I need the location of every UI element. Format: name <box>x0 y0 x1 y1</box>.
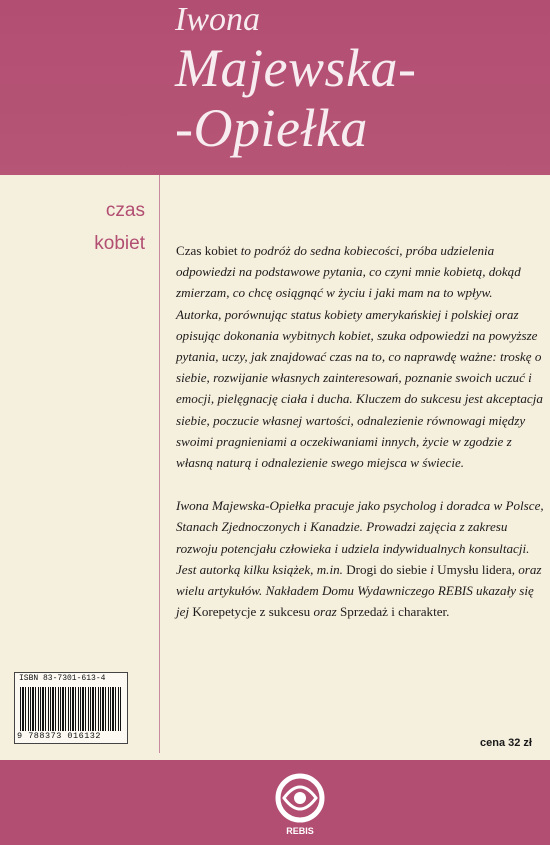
book-title-line1: czas <box>105 200 145 221</box>
description-paragraph <box>176 240 548 304</box>
author-name-line3: -Opiełka <box>175 98 368 158</box>
description <box>176 240 548 473</box>
blurb <box>176 240 548 622</box>
author-name-line1: Iwona <box>175 1 260 38</box>
book-title-line2: kobiet <box>94 233 145 254</box>
description-run: Autorka, porównując status kobiety amerykańskiej i polskiej oraz opisując dokonania wybitnych kobiet, szuka odpowiedzi na powyższe pytania, uczy, jak znajdować czas na to, co naprawdę ważne: troskę o siebie, rozwijanie własnych zainteresowań, poznanie swoich uczuć i emocji, pielęgnację ciała i ducha. Kluczem do sukcesu jest akceptacja siebie, poczucie własnej wartości, odnalezienie równowagi między swoimi pragnieniami a oczekiwaniami innych, życie w zgodzie z własną naturą i odnalezienie swego miejsca w świecie. <box>176 306 543 471</box>
bio-run: Korepetycje z sukcesu <box>192 604 314 620</box>
bio-run: Sprzedaż i charakter. <box>340 604 450 620</box>
bio-run: , oraz wielu artykułów. Nakładem Domu Wydawniczego REBIS ukazały się jej <box>176 561 542 620</box>
bio-run: Drogi do siebie <box>346 561 431 577</box>
bio-run: i <box>430 561 438 577</box>
bio-run: pracuje jako psycholog i doradca w Polsce, Stanach Zjednoczonych i Kanadzie. Prowadzi zajęcia z zakresu rozwoju potencjału człowieka i udziela indywidualnych konsultacji. Jest autorką kilku książek, m.in. <box>176 498 544 577</box>
description-run: to podróż do sedna kobiecości, próba udzielenia odpowiedzi na podstawowe pytania, co czyni mnie kobietą, dokąd zmierzam, co chcę osiągnąć w życiu i jaki mam na to wpływ. <box>176 243 521 301</box>
barcode-digits: 9 788373 016132 <box>17 731 102 741</box>
rebis-logo-icon <box>272 770 328 826</box>
publisher-name: REBIS <box>286 826 314 836</box>
isbn-barcode-block <box>14 672 128 744</box>
paragraph-gap <box>176 473 548 495</box>
barcode-icon <box>20 687 122 731</box>
description-run: Czas kobiet <box>176 243 241 258</box>
author-name <box>175 2 416 158</box>
book-title <box>94 194 145 260</box>
vertical-divider <box>159 175 160 753</box>
bio-run: Umysłu lidera <box>437 561 512 577</box>
author-name-line2: Majewska- <box>175 38 417 98</box>
isbn-number: ISBN 83-7301-613-4 <box>19 674 106 683</box>
author-bio <box>176 495 548 622</box>
description-paragraph <box>176 304 548 474</box>
price-label: cena 32 zł <box>480 737 532 749</box>
bio-run: oraz <box>313 604 341 620</box>
bio-run: Iwona Majewska-Opiełka <box>176 498 315 514</box>
